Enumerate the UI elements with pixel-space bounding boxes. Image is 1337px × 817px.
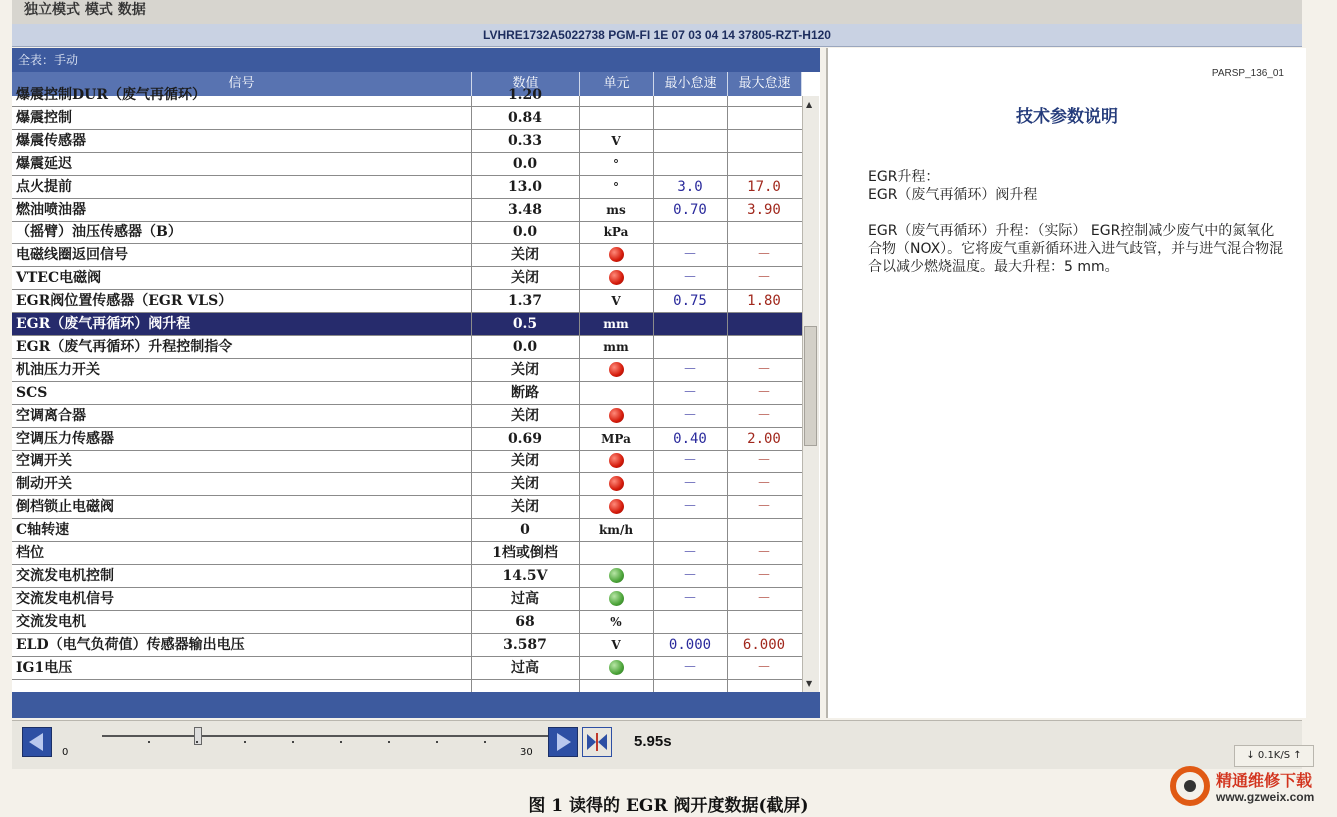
- vehicle-id-bar: LVHRE1732A5022738 PGM-FI 1E 07 03 04 14 37805-RZT-H120: [12, 24, 1302, 47]
- unit-cell: [580, 359, 652, 381]
- value-cell: 3.48: [507, 201, 543, 218]
- max-idle-cell: 17.0: [747, 178, 781, 195]
- value-cell: 关闭: [511, 361, 539, 378]
- slider-tick: [388, 741, 390, 743]
- max-idle-cell: －: [757, 407, 771, 424]
- table-row[interactable]: [12, 588, 802, 611]
- status-green-icon: [609, 568, 624, 583]
- doc-heading: EGR升程：: [868, 169, 940, 185]
- triangle-right-icon: [549, 728, 577, 756]
- table-row[interactable]: [12, 199, 802, 222]
- value-cell: 断路: [511, 384, 539, 401]
- signal-cell: EGR阀位置传感器（EGR VLS）: [16, 293, 233, 310]
- min-idle-cell: －: [683, 453, 697, 470]
- status-red-icon: [609, 247, 624, 262]
- doc-code: PARSP_136_01: [1211, 68, 1284, 79]
- value-cell: 关闭: [511, 453, 539, 470]
- value-cell: 关闭: [511, 407, 539, 424]
- signal-cell: 交流发电机: [16, 613, 86, 630]
- unit-cell: V: [611, 294, 621, 309]
- signal-cell: 交流发电机控制: [16, 567, 114, 584]
- min-idle-cell: －: [683, 247, 697, 264]
- table-row[interactable]: [12, 473, 802, 496]
- signal-cell: 交流发电机信号: [16, 590, 114, 607]
- status-green-icon: [609, 591, 624, 606]
- signal-cell: 燃油喷油器: [16, 201, 86, 218]
- max-idle-cell: －: [757, 384, 771, 401]
- data-list-panel: [12, 48, 820, 718]
- table-row[interactable]: [12, 611, 802, 634]
- signal-cell: 爆震控制DUR（废气再循环）: [16, 87, 206, 103]
- min-idle-cell: 0.40: [673, 430, 707, 447]
- wrench-logo-icon: [1170, 766, 1210, 806]
- list-mode-label: 全表：手动: [12, 48, 820, 72]
- doc-subheading: EGR（废气再循环）阀升程: [868, 187, 1038, 203]
- table-row[interactable]: [12, 565, 802, 588]
- status-red-icon: [609, 499, 624, 514]
- value-cell: 0.0: [512, 224, 538, 241]
- table-row[interactable]: [12, 542, 802, 565]
- slider-track[interactable]: [102, 735, 574, 737]
- watermark: [1170, 762, 1330, 812]
- table-row[interactable]: [12, 382, 802, 405]
- table-row[interactable]: [12, 519, 802, 542]
- value-cell: 0: [520, 522, 530, 539]
- signal-cell: 爆震传感器: [16, 132, 86, 149]
- signal-cell: 机油压力开关: [16, 361, 100, 378]
- max-idle-cell: －: [757, 247, 771, 264]
- slider-tick: [148, 741, 150, 743]
- max-idle-cell: －: [757, 590, 771, 607]
- max-idle-cell: －: [757, 270, 771, 287]
- unit-cell: [580, 405, 652, 427]
- value-cell: 13.0: [507, 178, 543, 195]
- signal-cell: 爆震延迟: [16, 155, 72, 172]
- elapsed-time: 5.95s: [634, 733, 672, 750]
- status-red-icon: [609, 362, 624, 377]
- max-idle-cell: 6.000: [742, 636, 786, 653]
- table-row[interactable]: [12, 290, 802, 313]
- column-max-idle[interactable]: 最大怠速: [728, 72, 802, 96]
- column-divider: [471, 96, 472, 692]
- unit-cell: °: [613, 179, 619, 194]
- scale-min-label: 0: [62, 747, 69, 758]
- value-cell: 0.33: [507, 132, 543, 149]
- value-cell: 0.0: [512, 338, 538, 355]
- max-idle-cell: 2.00: [747, 430, 781, 447]
- figure-caption: 图 1 读得的 EGR 阀开度数据(截屏): [528, 796, 809, 816]
- table-row[interactable]: [12, 84, 802, 107]
- unit-cell: kPa: [603, 225, 629, 240]
- value-cell: 关闭: [511, 247, 539, 264]
- signal-cell: 倒档锁止电磁阀: [16, 499, 114, 516]
- table-row[interactable]: [12, 221, 802, 244]
- column-unit[interactable]: 单元: [580, 72, 654, 96]
- value-cell: 0.5: [512, 316, 538, 332]
- signal-cell: 制动开关: [16, 476, 72, 493]
- max-idle-cell: －: [757, 453, 771, 470]
- signal-cell: 爆震控制: [16, 109, 72, 126]
- min-idle-cell: －: [683, 270, 697, 287]
- max-idle-cell: －: [757, 567, 771, 584]
- table-row[interactable]: [12, 130, 802, 153]
- min-idle-cell: －: [683, 499, 697, 516]
- column-min-idle[interactable]: 最小怠速: [654, 72, 728, 96]
- watermark-name: 精通维修下载: [1216, 771, 1313, 790]
- unit-cell: [580, 450, 652, 472]
- status-red-icon: [609, 453, 624, 468]
- max-idle-cell: －: [757, 659, 771, 676]
- status-green-icon: [609, 660, 624, 675]
- scroll-up-icon[interactable]: ▲: [806, 100, 813, 109]
- playback-slider[interactable]: [52, 721, 552, 769]
- slider-tick: [436, 741, 438, 743]
- min-idle-cell: －: [683, 567, 697, 584]
- table-row[interactable]: [12, 496, 802, 519]
- scroll-down-icon[interactable]: ▼: [806, 679, 813, 688]
- unit-cell: [580, 496, 652, 518]
- max-idle-cell: 1.80: [747, 293, 781, 310]
- status-red-icon: [609, 476, 624, 491]
- table-row[interactable]: [12, 450, 802, 473]
- list-footer-bar: [12, 692, 820, 718]
- max-idle-cell: 3.90: [747, 201, 781, 218]
- max-idle-cell: －: [757, 545, 771, 561]
- value-cell: 0.84: [507, 109, 543, 126]
- triangle-left-icon: [23, 728, 51, 756]
- table-row[interactable]: [12, 428, 802, 451]
- unit-cell: mm: [603, 339, 629, 354]
- jump-marker-button[interactable]: [582, 727, 612, 757]
- unit-cell: MPa: [601, 431, 631, 446]
- signal-cell: EGR（废气再循环）阀升程: [16, 316, 191, 332]
- signal-cell: ELD（电气负荷值）传感器输出电压: [16, 636, 245, 653]
- slider-tick: [340, 741, 342, 743]
- unit-cell: [580, 588, 652, 610]
- table-row[interactable]: [12, 657, 802, 680]
- data-rows: [12, 87, 802, 692]
- value-cell: 关闭: [511, 499, 539, 516]
- max-idle-cell: －: [757, 361, 771, 378]
- value-cell: 关闭: [511, 476, 539, 493]
- unit-cell: km/h: [598, 523, 634, 538]
- signal-cell: 点火提前: [16, 178, 72, 195]
- step-back-button[interactable]: [22, 727, 52, 757]
- speed-indicator[interactable]: ↓ 0.1K/S ↑: [1234, 745, 1314, 767]
- value-cell: 68: [515, 613, 535, 630]
- value-cell: 关闭: [511, 270, 539, 287]
- unit-cell: V: [611, 637, 621, 652]
- unit-cell: V: [611, 133, 621, 148]
- signal-cell: 档位: [16, 545, 44, 561]
- table-row[interactable]: [12, 313, 802, 336]
- doc-body: EGR（废气再循环）升程：（实际） EGR控制减少废气中的氮氧化合物（NOX）。它将废气重新循环进入进气歧管，并与进气混合物混合以减少燃烧温度。最大升程：5 mm。: [868, 223, 1284, 275]
- value-cell: 0.0: [512, 155, 538, 172]
- value-cell: 过高: [511, 590, 539, 607]
- parameter-description-panel: [826, 48, 1306, 718]
- scale-max-label: 30: [520, 747, 533, 758]
- signal-cell: C轴转速: [16, 522, 70, 539]
- unit-cell: [580, 267, 652, 289]
- unit-cell: [580, 473, 652, 495]
- list-scrollbar[interactable]: [802, 96, 819, 692]
- unit-cell: [580, 244, 652, 266]
- column-signal[interactable]: 信号: [12, 72, 472, 96]
- slider-tick: [196, 741, 198, 743]
- bowtie-marker-icon: [583, 728, 611, 756]
- unit-cell: %: [610, 614, 622, 629]
- table-row[interactable]: [12, 153, 802, 176]
- column-divider: [579, 96, 580, 692]
- min-idle-cell: 3.0: [677, 178, 703, 195]
- signal-cell: 空调压力传感器: [16, 430, 114, 447]
- column-value[interactable]: 数值: [472, 72, 580, 96]
- value-cell: 0.69: [507, 430, 543, 447]
- doc-title: 技术参数说明: [1016, 107, 1118, 127]
- table-row[interactable]: [12, 634, 802, 657]
- step-forward-button[interactable]: [548, 727, 578, 757]
- min-idle-cell: －: [683, 384, 697, 401]
- unit-cell: mm: [603, 317, 629, 331]
- signal-cell: SCS: [16, 384, 48, 401]
- table-row[interactable]: [12, 107, 802, 130]
- doc-text: [868, 168, 1288, 294]
- value-cell: 14.5V: [502, 567, 548, 584]
- value-cell: 1档或倒档: [492, 545, 558, 561]
- table-row[interactable]: [12, 336, 802, 359]
- min-idle-cell: －: [683, 407, 697, 424]
- scroll-thumb[interactable]: [804, 326, 817, 446]
- slider-tick: [484, 741, 486, 743]
- signal-cell: （摇臂）油压传感器（B）: [16, 224, 182, 241]
- min-idle-cell: 0.75: [673, 293, 707, 310]
- playback-bar: [12, 720, 1302, 769]
- max-idle-cell: －: [757, 476, 771, 493]
- signal-cell: 空调离合器: [16, 407, 86, 424]
- min-idle-cell: －: [683, 659, 697, 676]
- min-idle-cell: －: [683, 545, 697, 561]
- table-row[interactable]: [12, 267, 802, 290]
- watermark-url: www.gzweix.com: [1216, 790, 1315, 804]
- table-row[interactable]: [12, 405, 802, 428]
- table-row[interactable]: [12, 244, 802, 267]
- unit-cell: ms: [606, 202, 626, 217]
- min-idle-cell: －: [683, 476, 697, 493]
- table-row[interactable]: [12, 176, 802, 199]
- value-cell: 过高: [511, 659, 539, 676]
- value-cell: 3.587: [503, 636, 547, 653]
- slider-tick: [292, 741, 294, 743]
- column-divider: [653, 96, 654, 692]
- signal-cell: IG1电压: [16, 659, 73, 676]
- min-idle-cell: －: [683, 590, 697, 607]
- unit-cell: [580, 657, 652, 679]
- min-idle-cell: －: [683, 361, 697, 378]
- max-idle-cell: －: [757, 499, 771, 516]
- value-cell: 1.20: [507, 87, 543, 103]
- value-cell: 1.37: [507, 293, 543, 310]
- unit-cell: °: [613, 156, 619, 171]
- signal-cell: 空调开关: [16, 453, 72, 470]
- unit-cell: [580, 565, 652, 587]
- signal-cell: 电磁线圈返回信号: [16, 247, 128, 264]
- window-title: 独立模式 模式 数据: [12, 0, 1302, 24]
- column-divider: [727, 96, 728, 692]
- min-idle-cell: 0.000: [668, 636, 712, 653]
- signal-cell: VTEC电磁阀: [16, 270, 102, 287]
- status-red-icon: [609, 270, 624, 285]
- slider-tick: [244, 741, 246, 743]
- min-idle-cell: 0.70: [673, 201, 707, 218]
- signal-cell: EGR（废气再循环）升程控制指令: [16, 338, 233, 355]
- table-row[interactable]: [12, 359, 802, 382]
- status-red-icon: [609, 408, 624, 423]
